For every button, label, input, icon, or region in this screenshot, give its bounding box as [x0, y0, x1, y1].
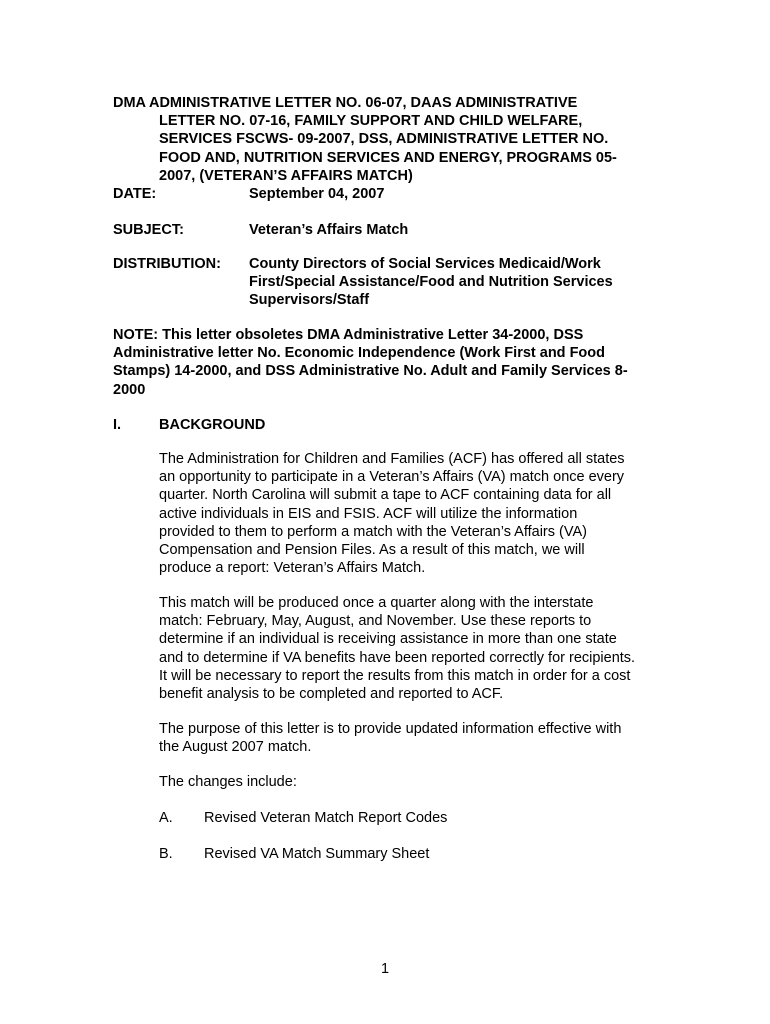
list-item-text: Revised VA Match Summary Sheet [204, 846, 430, 862]
paragraph-line: active individuals in EIS and FSIS. ACF will utilize the information [159, 505, 578, 522]
subject-label: SUBJECT: [113, 222, 184, 238]
title-line: FOOD AND, NUTRITION SERVICES AND ENERGY, PROGRAMS 05- [159, 149, 617, 166]
paragraph-line: The changes include: [159, 774, 297, 790]
paragraph-line: produce a report: Veteran’s Affairs Match. [159, 560, 426, 577]
paragraph-line: quarter. North Carolina will submit a tape to ACF containing data for all [159, 487, 612, 504]
paragraph-line: This match will be produced once a quarter along with the interstate [159, 595, 594, 611]
distribution-value [249, 255, 613, 310]
note-line: NOTE: This letter obsoletes DMA Administrative Letter 34-2000, DSS [113, 327, 584, 343]
page-number: 1 [380, 961, 390, 977]
paragraph-line: match: February, May, August, and November. Use these reports to [159, 613, 592, 630]
list-item-letter: B. [159, 846, 173, 862]
paragraph-line: an opportunity to participate in a Veteran’s Affairs (VA) match once every [159, 469, 625, 486]
list-item-text: Revised Veteran Match Report Codes [204, 810, 448, 826]
paragraph-line: benefit analysis to be completed and reported to ACF. [159, 686, 504, 703]
paragraph-3 [159, 720, 659, 756]
note-line: 2000 [113, 381, 146, 398]
paragraph-2 [159, 594, 659, 703]
section-number: I. [113, 417, 122, 433]
paragraph-line: the August 2007 match. [159, 739, 312, 756]
distribution-line: County Directors of Social Services Medicaid/Work [249, 256, 601, 272]
paragraph-line: The purpose of this letter is to provide updated information effective with [159, 721, 622, 737]
title-line: LETTER NO. 07-16, FAMILY SUPPORT AND CHILD WELFARE, [159, 113, 583, 130]
paragraph-line: It will be necessary to report the results from this match in order for a cost [159, 667, 631, 684]
distribution-line: Supervisors/Staff [249, 292, 370, 309]
letter-title [113, 94, 653, 185]
paragraph-line: and to determine if VA benefits have been reported correctly for recipients. [159, 649, 636, 666]
note-line: Stamps) 14-2000, and DSS Administrative No. Adult and Family Services 8- [113, 363, 628, 380]
title-line: DMA ADMINISTRATIVE LETTER NO. 06-07, DAAS ADMINISTRATIVE [113, 95, 578, 111]
list-item-letter: A. [159, 810, 173, 826]
date-label: DATE: [113, 186, 157, 202]
title-line: 2007, (VETERAN’S AFFAIRS MATCH) [159, 167, 413, 184]
paragraph-1 [159, 450, 659, 577]
paragraph-line: The Administration for Children and Families (ACF) has offered all states [159, 451, 625, 467]
date-value: September 04, 2007 [249, 186, 385, 202]
note-block [113, 326, 643, 399]
distribution-label: DISTRIBUTION: [113, 256, 221, 272]
title-line: SERVICES FSCWS- 09-2007, DSS, ADMINISTRATIVE LETTER NO. [159, 131, 609, 148]
paragraph-line: determine if an individual is receiving assistance in more than one state [159, 631, 617, 648]
subject-value: Veteran’s Affairs Match [249, 222, 409, 238]
note-line: Administrative letter No. Economic Independence (Work First and Food [113, 345, 605, 362]
section-heading: BACKGROUND [159, 417, 266, 433]
paragraph-4 [159, 773, 659, 791]
distribution-line: First/Special Assistance/Food and Nutrition Services [249, 274, 613, 291]
paragraph-line: Compensation and Pension Files. As a result of this match, we will [159, 542, 585, 559]
paragraph-line: provided to them to perform a match with the Veteran’s Affairs (VA) [159, 523, 587, 540]
